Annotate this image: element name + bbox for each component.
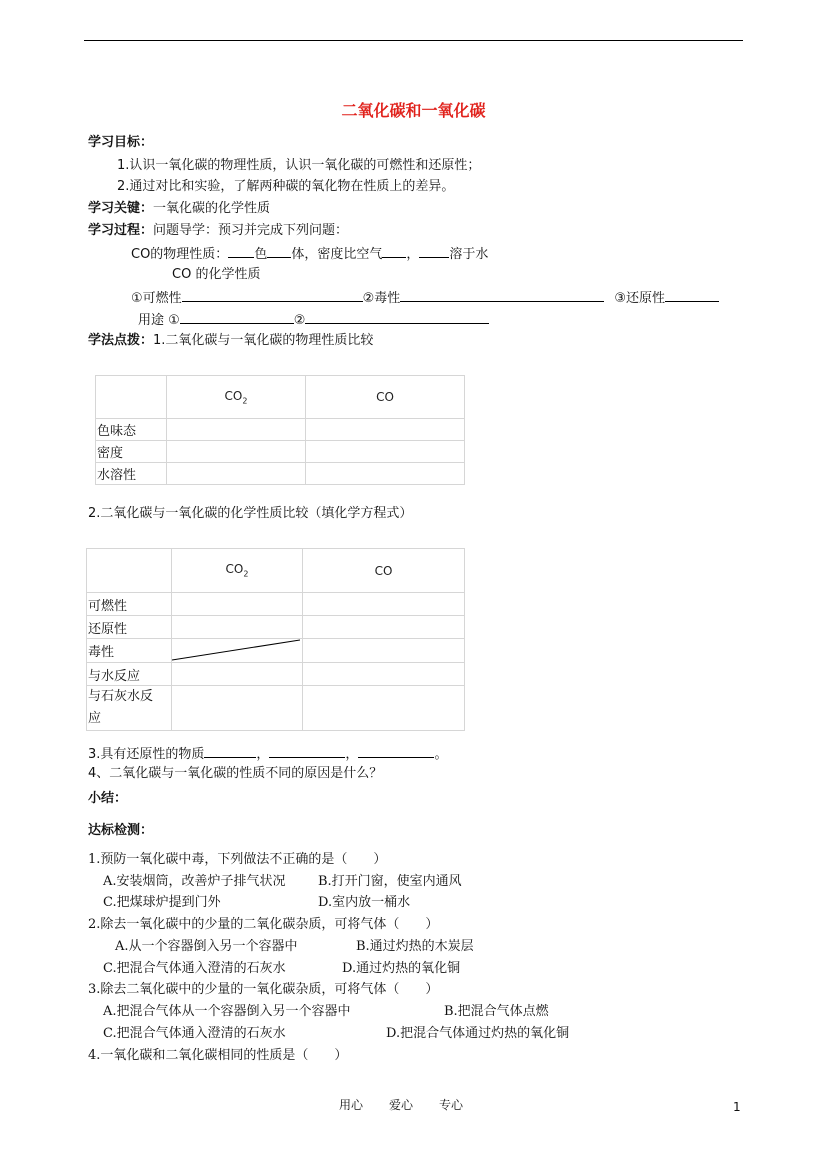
table2-row-label: 与石灰水反 应	[87, 686, 172, 731]
table2-row-label: 毒性	[87, 639, 172, 663]
table1-row-label: 密度	[96, 441, 167, 463]
test-q2-option-a: A.从一个容器倒入另一个容器中	[115, 939, 298, 954]
test-q2-option-b: B.通过灼热的木炭层	[356, 939, 474, 954]
chemical-property-table	[86, 548, 465, 731]
process-text: 问题导学：预习并完成下列问题：	[153, 223, 349, 238]
test-question-1: 1.预防一氧化碳中毒，下列做法不正确的是（ ）	[88, 852, 387, 867]
table1-header-co: CO	[306, 376, 465, 419]
method-text: 1.二氧化碳与一氧化碳的物理性质比较	[153, 333, 374, 348]
blank-reducibility[interactable]	[665, 288, 719, 302]
test-question-4: 4.一氧化碳和二氧化碳相同的性质是（ ）	[88, 1048, 348, 1063]
test-q3-option-d: D.把混合气体通过灼热的氧化铜	[386, 1026, 570, 1041]
table2-cell[interactable]	[172, 686, 303, 731]
table2-cell[interactable]	[303, 686, 465, 731]
test-q1-option-b: B.打开门窗，使室内通风	[318, 874, 462, 889]
key-line	[88, 200, 270, 218]
objective-2: 2.通过对比和实验，了解两种碳的氧化物在性质上的差异。	[117, 179, 455, 194]
co-physical-line: CO的物理性质： 色 体，密度比空气 ， 溶于水	[131, 244, 488, 264]
blank-reducer-3[interactable]	[358, 744, 434, 758]
blank-toxicity[interactable]	[400, 288, 604, 302]
table2-row-label: 与水反应	[87, 663, 172, 686]
question-4: 4、二氧化碳与一氧化碳的性质不同的原因是什么？	[88, 766, 383, 781]
table2-header-co: CO	[303, 549, 465, 593]
question-3-line: 3.具有还原性的物质 ， ， 。	[88, 744, 447, 764]
table1-cell[interactable]	[306, 463, 465, 485]
diagonal-line	[172, 639, 300, 662]
blank-use-2[interactable]	[305, 310, 489, 324]
page-number: 1	[733, 1100, 741, 1114]
method-line	[88, 332, 373, 350]
table1-cell[interactable]	[167, 441, 306, 463]
table2-crossed-cell	[172, 639, 303, 663]
process-line	[88, 222, 348, 240]
test-label: 达标检测：	[88, 823, 154, 838]
test-question-2: 2.除去一氧化碳中的少量的二氧化碳杂质，可将气体（ ）	[88, 917, 439, 932]
blank-use-1[interactable]	[180, 310, 294, 324]
co-chemical-heading: CO 的化学性质	[172, 267, 261, 282]
summary-label: 小结：	[88, 791, 128, 806]
key-text: 一氧化碳的化学性质	[153, 201, 271, 216]
blank-state[interactable]	[267, 244, 291, 258]
test-q3-option-a: A.把混合气体从一个容器倒入另一个容器中	[103, 1004, 351, 1019]
table2-cell[interactable]	[172, 616, 303, 639]
test-q2-option-d: D.通过灼热的氧化铜	[342, 961, 461, 976]
table1-row-label: 色味态	[96, 419, 167, 441]
test-q1-option-c: C.把煤球炉提到门外	[103, 895, 221, 910]
blank-solubility[interactable]	[419, 244, 449, 258]
table2-corner	[87, 549, 172, 593]
table1-corner	[96, 376, 167, 419]
table2-cell[interactable]	[172, 663, 303, 686]
table2-row-label: 还原性	[87, 616, 172, 639]
key-label: 学习关键：	[88, 201, 154, 216]
table1-header-co2: $CO_2$	[167, 376, 306, 419]
test-q1-option-a: A.安装烟筒，改善炉子排气状况	[103, 874, 286, 889]
blank-flammability[interactable]	[182, 288, 363, 302]
table1-row-label: 水溶性	[96, 463, 167, 485]
section-2-heading: 2.二氧化碳与一氧化碳的化学性质比较（填化学方程式）	[88, 506, 413, 521]
objectives-label: 学习目标：	[88, 135, 154, 150]
table2-cell[interactable]	[303, 593, 465, 616]
test-q3-option-b: B.把混合气体点燃	[444, 1004, 549, 1019]
test-q2-option-c: C.把混合气体通入澄清的石灰水	[103, 961, 286, 976]
top-rule	[84, 40, 743, 41]
page-title: 二氧化碳和一氧化碳	[341, 101, 486, 120]
co-chemical-props: ①可燃性 ②毒性 ③还原性	[131, 288, 719, 308]
physical-property-table	[95, 375, 465, 485]
test-q1-option-d: D.室内放一桶水	[318, 895, 411, 910]
table2-cell[interactable]	[172, 593, 303, 616]
objective-1: 1.认识一氧化碳的物理性质，认识一氧化碳的可燃性和还原性；	[117, 158, 481, 173]
table1-cell[interactable]	[306, 441, 465, 463]
table2-cell[interactable]	[303, 616, 465, 639]
footer-text-2: 爱心	[389, 1098, 414, 1112]
table2-cell[interactable]	[303, 663, 465, 686]
table2-row-label: 可燃性	[87, 593, 172, 616]
blank-reducer-2[interactable]	[269, 744, 345, 758]
co-uses: 用途 ① ②	[138, 310, 489, 330]
footer-text-1: 用心	[339, 1098, 364, 1112]
test-question-3: 3.除去二氧化碳中的少量的一氧化碳杂质，可将气体（ ）	[88, 982, 439, 997]
table2-header-co2: $CO_2$	[172, 549, 303, 593]
table2-cell[interactable]	[303, 639, 465, 663]
table1-cell[interactable]	[306, 419, 465, 441]
blank-color[interactable]	[228, 244, 254, 258]
blank-reducer-1[interactable]	[204, 744, 256, 758]
blank-density[interactable]	[382, 244, 406, 258]
test-q3-option-c: C.把混合气体通入澄清的石灰水	[103, 1026, 286, 1041]
method-label: 学法点拨：	[88, 333, 154, 348]
table1-cell[interactable]	[167, 419, 306, 441]
footer-text-3: 专心	[439, 1098, 464, 1112]
table1-cell[interactable]	[167, 463, 306, 485]
process-label: 学习过程：	[88, 223, 154, 238]
